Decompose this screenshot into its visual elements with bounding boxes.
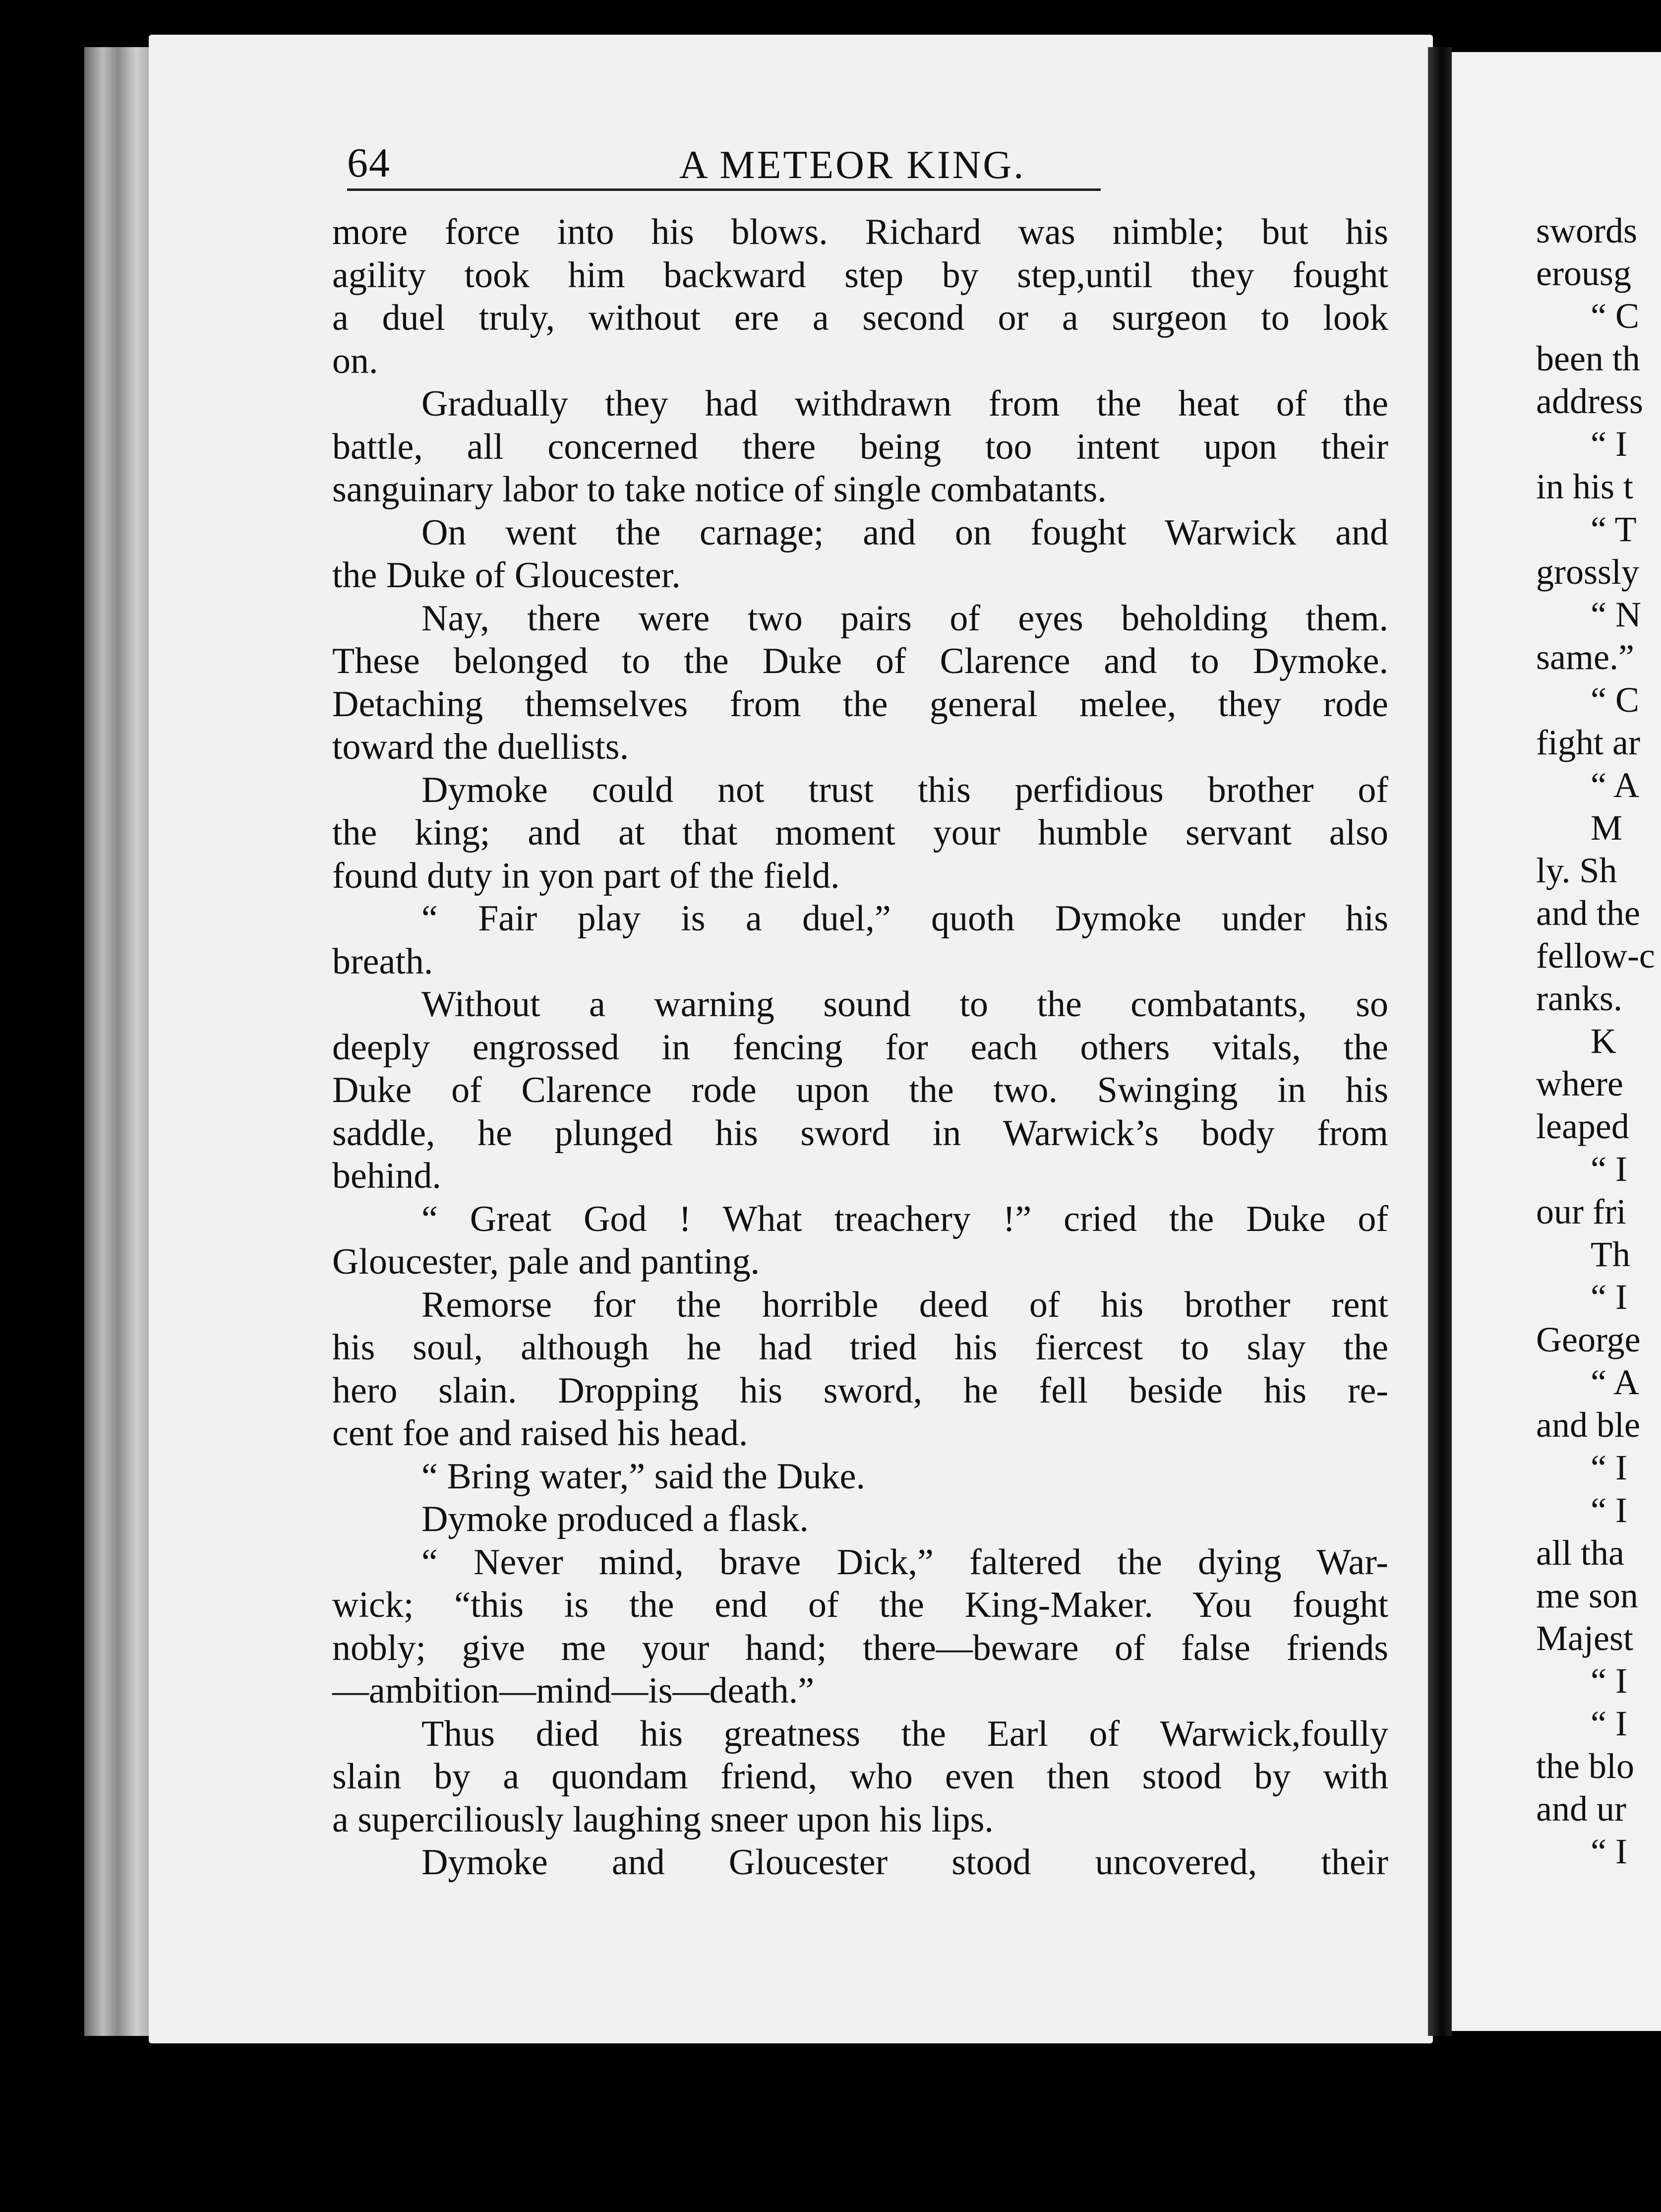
running-title: A METEOR KING. xyxy=(679,143,1026,187)
text-line: “ N xyxy=(1591,595,1641,634)
text-line: fellow-c xyxy=(1536,936,1655,976)
header-rule xyxy=(347,188,1101,191)
text-line: battle, all concerned there being too intent upon their xyxy=(332,426,1388,467)
text-line: a duel truly, without ere a second or a surgeon to look xyxy=(332,298,1388,338)
text-line: M xyxy=(1591,808,1623,848)
text-line: more force into his blows. Richard was nimble; but his xyxy=(332,212,1388,252)
text-line: deeply engrossed in fencing for each others vitals, the xyxy=(332,1027,1388,1068)
text-line: his soul, although he had tried his fiercest to slay the xyxy=(332,1327,1388,1368)
text-line: all tha xyxy=(1536,1533,1624,1573)
text-line: and ur xyxy=(1536,1789,1626,1829)
text-line: Majest xyxy=(1536,1618,1633,1658)
text-line: ranks. xyxy=(1536,979,1622,1018)
text-line: “ T xyxy=(1591,509,1637,549)
text-line: George xyxy=(1536,1320,1641,1359)
text-line: been th xyxy=(1536,339,1640,378)
right-page-partial xyxy=(1452,52,1661,2031)
text-line: in his t xyxy=(1536,467,1634,506)
text-line: nobly; give me your hand; there—beware of false friends xyxy=(332,1627,1388,1668)
text-line: saddle, he plunged his sword in Warwick’s body from xyxy=(332,1112,1388,1154)
text-line: These belonged to the Duke of Clarence and to Dymoke. xyxy=(332,641,1388,681)
text-line: and ble xyxy=(1536,1405,1640,1445)
text-line: a superciliously laughing sneer upon his lips. xyxy=(332,1799,994,1840)
text-line: “ I xyxy=(1591,1704,1627,1743)
text-line: “ I xyxy=(1591,424,1627,464)
text-line: “ I xyxy=(1591,1277,1627,1317)
text-line: grossly xyxy=(1536,552,1640,592)
text-line: where xyxy=(1536,1064,1623,1104)
text-line: K xyxy=(1591,1021,1616,1061)
text-line: “ I xyxy=(1591,1490,1627,1530)
text-line: Without a warning sound to the combatants, so xyxy=(421,984,1388,1025)
text-line: “ C xyxy=(1591,296,1639,336)
page-header xyxy=(347,139,1304,188)
text-line: address xyxy=(1536,381,1643,421)
text-line: Dymoke could not trust this perfidious brother of xyxy=(421,769,1388,810)
text-line: On went the carnage; and on fought Warwick and xyxy=(421,512,1388,553)
text-line: our fri xyxy=(1536,1192,1626,1231)
text-line: Detaching themselves from the general melee, they rode xyxy=(332,683,1388,725)
text-line: wick; “this is the end of the King-Maker. You fought xyxy=(332,1585,1388,1625)
text-line: Duke of Clarence rode upon the two. Swinging in his xyxy=(332,1070,1388,1110)
text-line: the Duke of Gloucester. xyxy=(332,555,681,596)
text-line: Thus died his greatness the Earl of Warwick,foully xyxy=(421,1713,1388,1754)
text-line: “ Great God ! What treachery !” cried the Duke of xyxy=(421,1198,1388,1239)
text-line: “ I xyxy=(1591,1661,1627,1701)
text-line: Th xyxy=(1591,1234,1630,1274)
text-line: —ambition—mind—is—death.” xyxy=(332,1670,815,1711)
page-edge-stack xyxy=(84,47,159,2036)
text-line: Dymoke and Gloucester stood uncovered, their xyxy=(421,1842,1388,1883)
text-line: found duty in yon part of the field. xyxy=(332,855,840,896)
text-line: me son xyxy=(1536,1576,1638,1615)
text-line: cent foe and raised his head. xyxy=(332,1413,748,1454)
text-line: “ Bring water,” said the Duke. xyxy=(421,1456,866,1497)
text-line: breath. xyxy=(332,941,433,982)
book-gutter xyxy=(1428,47,1452,2036)
text-line: “ Fair play is a duel,” quoth Dymoke under his xyxy=(421,898,1388,939)
text-line: hero slain. Dropping his sword, he fell beside his re- xyxy=(332,1370,1388,1411)
text-line: Gloucester, pale and panting. xyxy=(332,1241,760,1282)
text-line: “ Never mind, brave Dick,” faltered the dying War- xyxy=(421,1541,1388,1583)
text-line: swords xyxy=(1536,211,1638,250)
text-line: “ A xyxy=(1591,765,1639,805)
text-line: erousg xyxy=(1536,253,1631,293)
text-line: same.” xyxy=(1536,637,1634,677)
text-line: the blo xyxy=(1536,1746,1634,1786)
text-line: Gradually they had withdrawn from the heat of the xyxy=(421,383,1388,424)
text-line: and the xyxy=(1536,893,1640,933)
text-line: sanguinary labor to take notice of single combatants. xyxy=(332,469,1107,510)
text-line: “ C xyxy=(1591,680,1639,720)
text-line: toward the duellists. xyxy=(332,727,629,767)
left-page-body-text xyxy=(332,211,1388,1884)
text-line: Dymoke produced a flask. xyxy=(421,1499,809,1539)
text-line: leaped xyxy=(1536,1106,1629,1146)
text-line: agility took him backward step by step,until they fought xyxy=(332,254,1388,296)
text-line: behind. xyxy=(332,1156,441,1196)
text-line: “ I xyxy=(1591,1149,1627,1189)
text-line: the king; and at that moment your humble servant also xyxy=(332,812,1388,853)
text-line: fight ar xyxy=(1536,723,1640,762)
text-line: Remorse for the horrible deed of his brother rent xyxy=(421,1284,1388,1325)
text-line: on. xyxy=(332,340,378,381)
text-line: “ A xyxy=(1591,1362,1639,1402)
text-line: “ I xyxy=(1591,1448,1627,1487)
page-number: 64 xyxy=(347,140,391,186)
text-line: ly. Sh xyxy=(1536,851,1617,890)
text-line: slain by a quondam friend, who even then stood by with xyxy=(332,1756,1388,1797)
text-line: Nay, there were two pairs of eyes beholding them. xyxy=(421,598,1388,639)
text-line: “ I xyxy=(1591,1832,1627,1871)
